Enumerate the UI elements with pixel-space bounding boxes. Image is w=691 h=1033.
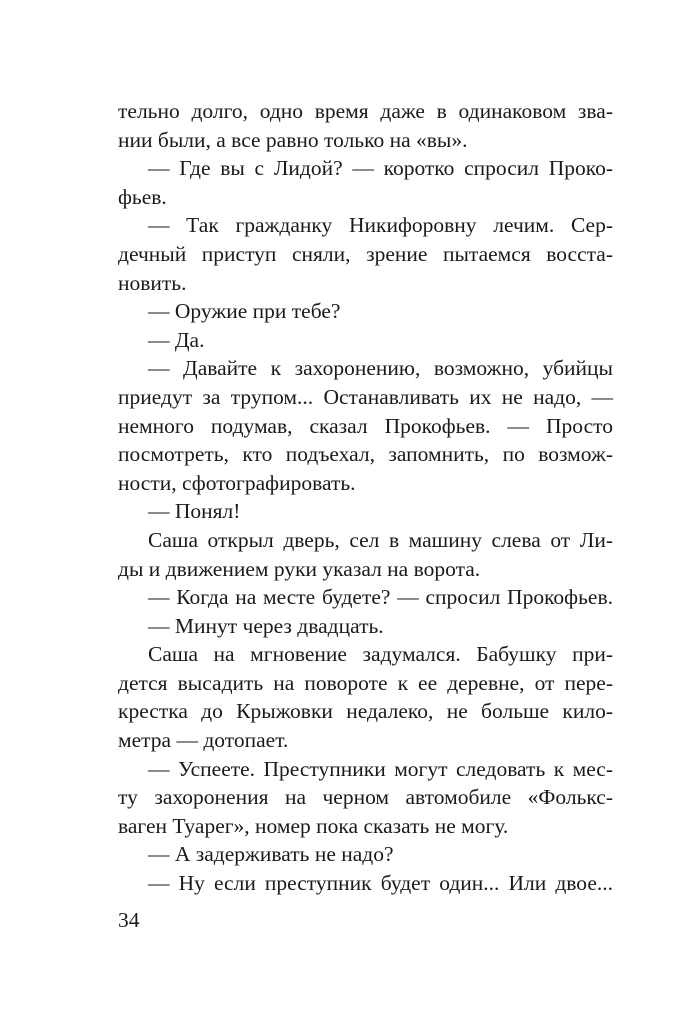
- text-line: — Минут через двадцать.: [148, 613, 384, 638]
- page-number: 34: [118, 908, 140, 932]
- text-line: — Оружие при тебе?: [148, 299, 341, 324]
- text-line: дется высадить на повороте к ее деревне, от пере-: [118, 670, 613, 695]
- text-line: дечный приступ сняли, зрение пытаемся восста-: [118, 241, 613, 266]
- text-line: тельно долго, одно время даже в одинаковом зва-: [118, 99, 613, 123]
- text-line: — Давайте к захоронению, возможно, убийцы: [148, 356, 613, 381]
- text-line: — Где вы с Лидой? — коротко спросил Проко-: [148, 156, 613, 181]
- text-line: ваген Туарег», номер пока сказать не могу.: [118, 813, 509, 838]
- text-line: приедут за трупом... Останавливать их не надо, —: [118, 384, 613, 409]
- text-line: ды и движением руки указал на ворота.: [118, 556, 481, 581]
- text-line: Саша на мгновение задумался. Бабушку при-: [148, 642, 613, 667]
- text-line: Саша открыл дверь, сел в машину слева от Ли-: [148, 527, 613, 552]
- text-line: посмотреть, кто подъехал, запомнить, по возмож-: [118, 442, 613, 467]
- text-line: нии были, а все равно только на «вы».: [118, 127, 468, 152]
- text-line: новить.: [118, 270, 187, 295]
- text-line: ту захоронения на черном автомобиле «Фолькс-: [118, 785, 613, 810]
- text-line: — Понял!: [148, 499, 241, 524]
- book-page-text: [118, 97, 613, 898]
- text-line: крестка до Крыжовки недалеко, не больше кило-: [118, 699, 613, 724]
- text-line: — Когда на месте будете? — спросил Прокофьев.: [148, 585, 613, 610]
- text-line: ности, сфотографировать.: [118, 470, 356, 495]
- text-line: немного подумав, сказал Прокофьев. — Просто: [118, 413, 613, 438]
- text-line: — Ну если преступник будет один... Или двое...: [148, 871, 613, 896]
- text-line: — Да.: [148, 327, 205, 352]
- text-line: метра — дотопает.: [118, 728, 289, 753]
- text-line: — Так гражданку Никифоровну лечим. Сер-: [148, 213, 613, 238]
- text-line: — Успеете. Преступники могут следовать к мес-: [148, 756, 613, 781]
- text-line: — А задерживать не надо?: [148, 842, 394, 867]
- text-line: фьев.: [118, 184, 167, 209]
